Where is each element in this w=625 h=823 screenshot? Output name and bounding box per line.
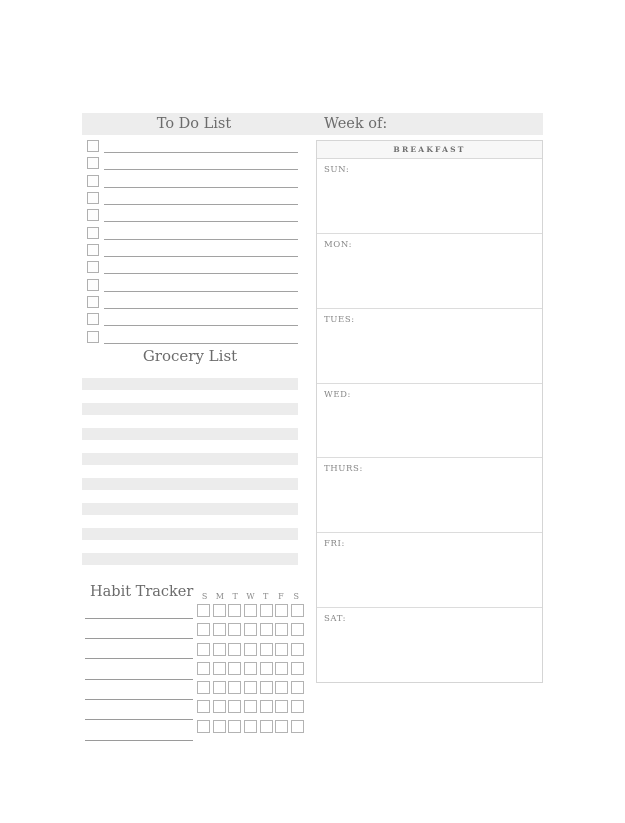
todo-row xyxy=(87,157,298,174)
todo-checkbox[interactable] xyxy=(87,296,99,308)
habit-checkbox[interactable] xyxy=(275,623,288,636)
habit-checkbox[interactable] xyxy=(244,604,257,617)
habit-checkbox[interactable] xyxy=(291,720,304,733)
day-label: SAT: xyxy=(324,614,347,625)
todo-row xyxy=(87,227,298,244)
breakfast-column-header: BREAKFAST xyxy=(317,141,542,159)
todo-write-line[interactable] xyxy=(104,209,298,222)
habit-day-letter: F xyxy=(278,592,284,601)
habit-write-line[interactable] xyxy=(85,639,193,659)
meal-cell[interactable] xyxy=(317,159,542,234)
todo-row xyxy=(87,296,298,313)
habit-row xyxy=(197,720,304,733)
todo-checkbox[interactable] xyxy=(87,313,99,325)
todo-checkbox[interactable] xyxy=(87,192,99,204)
todo-write-line[interactable] xyxy=(104,175,298,188)
meal-cell[interactable] xyxy=(317,384,542,459)
habit-checkbox[interactable] xyxy=(228,604,241,617)
habit-checkbox[interactable] xyxy=(197,604,210,617)
todo-write-line[interactable] xyxy=(104,192,298,205)
habit-checkbox[interactable] xyxy=(213,623,226,636)
habit-checkbox[interactable] xyxy=(291,604,304,617)
habit-write-line[interactable] xyxy=(85,659,193,679)
todo-row xyxy=(87,209,298,226)
habit-checkbox[interactable] xyxy=(244,662,257,675)
habit-checkbox[interactable] xyxy=(197,720,210,733)
habit-checkbox[interactable] xyxy=(275,604,288,617)
todo-write-line[interactable] xyxy=(104,313,298,326)
grocery-row[interactable] xyxy=(82,378,298,390)
habit-checkbox[interactable] xyxy=(197,700,210,713)
habit-checkbox[interactable] xyxy=(275,700,288,713)
habit-checkbox[interactable] xyxy=(260,604,273,617)
todo-checkbox[interactable] xyxy=(87,227,99,239)
habit-checkbox[interactable] xyxy=(228,662,241,675)
habit-checkbox[interactable] xyxy=(275,681,288,694)
habit-checkbox[interactable] xyxy=(213,643,226,656)
todo-write-line[interactable] xyxy=(104,157,298,170)
grocery-row[interactable] xyxy=(82,403,298,415)
meal-cell[interactable] xyxy=(317,608,542,682)
habit-checkbox[interactable] xyxy=(260,623,273,636)
habit-checkbox[interactable] xyxy=(244,643,257,656)
habit-checkbox[interactable] xyxy=(228,720,241,733)
todo-row xyxy=(87,192,298,209)
habit-row xyxy=(197,662,304,675)
todo-checkbox[interactable] xyxy=(87,209,99,221)
habit-write-line[interactable] xyxy=(85,700,193,720)
habit-checkbox[interactable] xyxy=(291,643,304,656)
todo-write-line[interactable] xyxy=(104,227,298,240)
habit-checkbox[interactable] xyxy=(228,643,241,656)
todo-checkbox[interactable] xyxy=(87,157,99,169)
habit-day-letter: W xyxy=(246,592,255,601)
habit-checkbox[interactable] xyxy=(213,700,226,713)
habit-row xyxy=(197,700,304,713)
habit-checkbox[interactable] xyxy=(197,643,210,656)
todo-row xyxy=(87,313,298,330)
habit-checkbox[interactable] xyxy=(275,720,288,733)
habit-day-letter: T xyxy=(263,592,269,601)
habit-checkbox[interactable] xyxy=(244,681,257,694)
todo-row xyxy=(87,244,298,261)
day-label: FRI: xyxy=(324,539,345,550)
habit-tracker-title: Habit Tracker xyxy=(90,584,194,600)
header-band xyxy=(82,113,543,135)
habit-checkbox[interactable] xyxy=(228,681,241,694)
habit-day-letter: T xyxy=(232,592,238,601)
habit-checkbox[interactable] xyxy=(244,700,257,713)
grocery-row[interactable] xyxy=(82,453,298,465)
habit-checkbox[interactable] xyxy=(228,623,241,636)
habit-row xyxy=(197,623,304,636)
grocery-row[interactable] xyxy=(82,503,298,515)
day-label: MON: xyxy=(324,239,353,250)
habit-name-lines xyxy=(85,599,193,741)
todo-write-line[interactable] xyxy=(104,296,298,309)
meal-plan-table xyxy=(316,140,543,683)
grocery-row[interactable] xyxy=(82,478,298,490)
habit-checkbox[interactable] xyxy=(291,623,304,636)
meal-cell[interactable] xyxy=(317,458,542,533)
todo-write-line[interactable] xyxy=(104,244,298,257)
todo-list xyxy=(87,140,298,348)
meal-cell[interactable] xyxy=(317,533,542,608)
habit-checkbox[interactable] xyxy=(291,662,304,675)
meal-cell[interactable] xyxy=(317,309,542,384)
habit-day-letters xyxy=(197,592,304,601)
habit-checkbox[interactable] xyxy=(275,643,288,656)
grocery-list-title: Grocery List xyxy=(142,347,238,365)
habit-checkbox[interactable] xyxy=(244,720,257,733)
week-of-label: Week of: xyxy=(324,116,388,132)
todo-checkbox[interactable] xyxy=(87,140,99,152)
habit-checkbox[interactable] xyxy=(291,681,304,694)
habit-write-line[interactable] xyxy=(85,720,193,740)
habit-checkbox[interactable] xyxy=(213,604,226,617)
habit-checkbox-grid xyxy=(197,604,304,739)
day-label: TUES: xyxy=(324,314,355,325)
habit-checkbox[interactable] xyxy=(260,700,273,713)
todo-checkbox[interactable] xyxy=(87,244,99,256)
todo-write-line[interactable] xyxy=(104,331,298,344)
habit-day-letter: S xyxy=(201,592,208,601)
habit-checkbox[interactable] xyxy=(213,662,226,675)
habit-day-letter: M xyxy=(215,592,224,601)
habit-write-line[interactable] xyxy=(85,680,193,700)
habit-checkbox[interactable] xyxy=(275,662,288,675)
todo-row xyxy=(87,175,298,192)
habit-checkbox[interactable] xyxy=(260,720,273,733)
habit-checkbox[interactable] xyxy=(213,681,226,694)
habit-checkbox[interactable] xyxy=(213,720,226,733)
habit-row xyxy=(197,681,304,694)
todo-row xyxy=(87,261,298,278)
habit-row xyxy=(197,643,304,656)
habit-checkbox[interactable] xyxy=(260,681,273,694)
grocery-row[interactable] xyxy=(82,428,298,440)
habit-day-letter: S xyxy=(293,592,299,601)
habit-row xyxy=(197,604,304,617)
todo-write-line[interactable] xyxy=(104,140,298,153)
todo-checkbox[interactable] xyxy=(87,331,99,343)
todo-checkbox[interactable] xyxy=(87,279,99,291)
habit-checkbox[interactable] xyxy=(260,662,273,675)
todo-checkbox[interactable] xyxy=(87,261,99,273)
grocery-list xyxy=(82,378,298,565)
todo-row xyxy=(87,331,298,348)
todo-write-line[interactable] xyxy=(104,279,298,292)
todo-row xyxy=(87,140,298,157)
todo-row xyxy=(87,279,298,296)
day-label: SUN: xyxy=(324,165,350,175)
habit-checkbox[interactable] xyxy=(260,643,273,656)
habit-write-line[interactable] xyxy=(85,599,193,619)
todo-write-line[interactable] xyxy=(104,261,298,274)
habit-checkbox[interactable] xyxy=(197,623,210,636)
grocery-row[interactable] xyxy=(82,553,298,565)
day-label: WED: xyxy=(324,389,352,400)
todo-checkbox[interactable] xyxy=(87,175,99,187)
habit-write-line[interactable] xyxy=(85,619,193,639)
day-label: THURS: xyxy=(324,464,363,475)
habit-checkbox[interactable] xyxy=(291,700,304,713)
meal-cell[interactable] xyxy=(317,234,542,309)
habit-checkbox[interactable] xyxy=(197,681,210,694)
habit-checkbox[interactable] xyxy=(228,700,241,713)
grocery-row[interactable] xyxy=(82,528,298,540)
habit-checkbox[interactable] xyxy=(244,623,257,636)
todo-list-title: To Do List xyxy=(156,116,232,132)
habit-checkbox[interactable] xyxy=(197,662,210,675)
